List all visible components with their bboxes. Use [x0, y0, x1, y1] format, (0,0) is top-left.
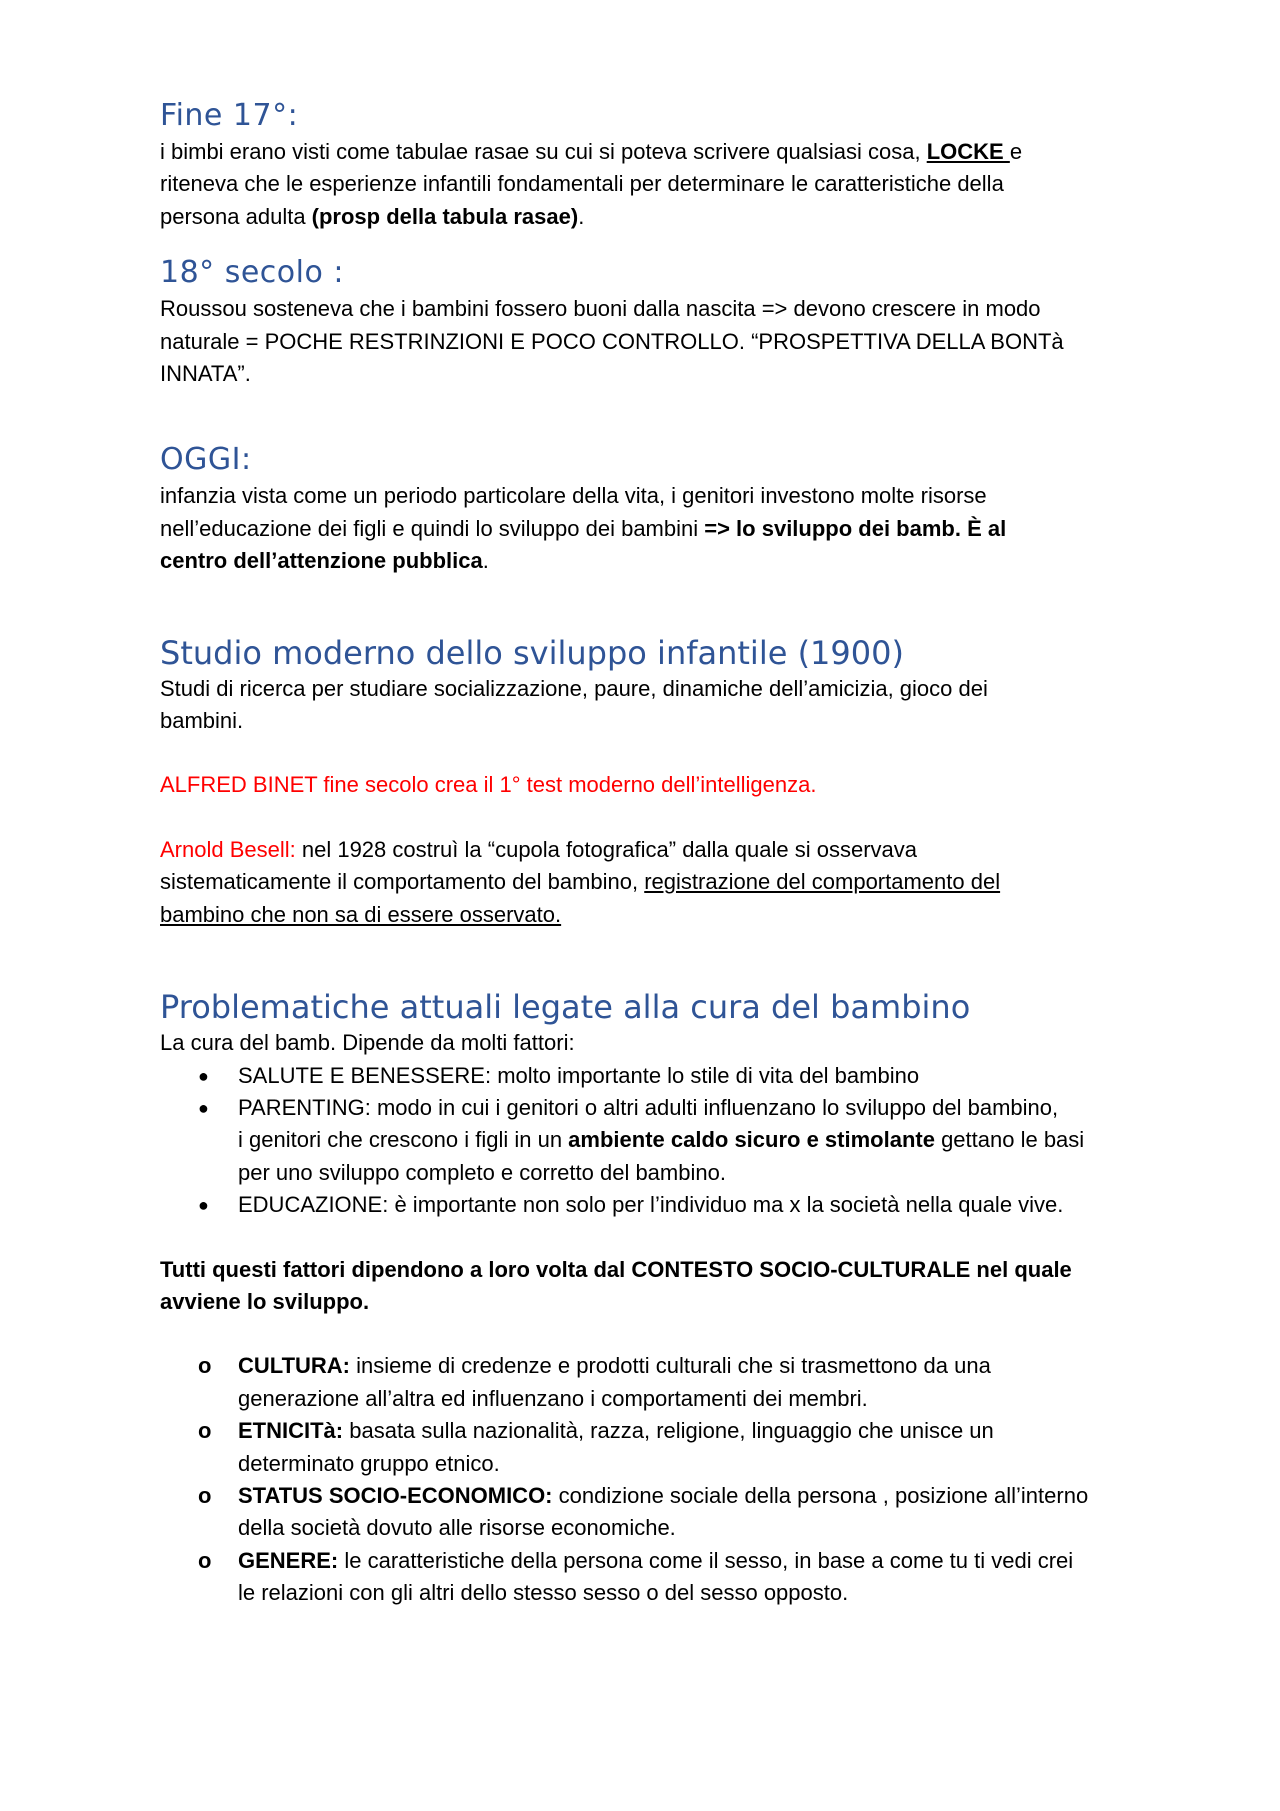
bullet-icon: ●: [198, 1097, 209, 1118]
text: PARENTING: modo in cui i genitori o altri adulti influenzano lo sviluppo del bambino,: [238, 1094, 1059, 1120]
list-item: [160, 1480, 1140, 1545]
text: le relazioni con gli altri dello stesso sesso o del sesso opposto.: [238, 1580, 849, 1606]
text: nel 1928 costruì la “cupola fotografica” dalla quale si osservava: [295, 836, 917, 862]
text: Roussou sosteneva che i bambini fossero buoni dalla nascita => devono crescere in modo: [160, 296, 1041, 322]
text: e: [1009, 139, 1023, 164]
text: naturale = POCHE RESTRINZIONI E POCO CONTROLLO. “PROSPETTIVA DELLA BONTà: [160, 328, 1064, 354]
text: EDUCAZIONE: è importante non solo per l’individuo ma x la società nella quale vive.: [238, 1192, 1064, 1218]
context-list: [160, 1350, 1140, 1609]
paragraph-binet: ALFRED BINET fine secolo crea il 1° test moderno dell’intelligenza.: [160, 772, 817, 798]
list-item: [160, 1350, 1140, 1415]
bold-term: ambiente caldo sicuro e stimolante: [568, 1127, 935, 1153]
heading-studio-moderno: Studio moderno dello sviluppo infantile (1900): [160, 633, 904, 672]
paragraph-rousseau: [160, 293, 1140, 390]
text: determinato gruppo etnico.: [238, 1450, 500, 1476]
list-item: [160, 1545, 1140, 1610]
circle-bullet-icon: o: [198, 1482, 212, 1508]
bold-term: (prosp della tabula rasae): [311, 203, 579, 229]
text: le caratteristiche della persona come il sesso, in base a come tu ti vedi crei: [338, 1547, 1074, 1573]
bold-text: avviene lo sviluppo.: [160, 1288, 370, 1314]
underlined-text: bambino che non sa di essere osservato.: [160, 901, 562, 927]
text: generazione all’altra ed influenzano i comportamenti dei membri.: [238, 1385, 868, 1411]
heading-fine-17: Fine 17°:: [160, 98, 299, 133]
text: della società dovuto alle risorse economiche.: [238, 1515, 676, 1541]
paragraph-oggi: [160, 480, 1140, 577]
locke-term: LOCKE: [926, 139, 1010, 164]
text: sistematicamente il comportamento del bambino,: [160, 869, 645, 895]
paragraph-conclusion: [160, 1254, 1140, 1319]
bullet-icon: ●: [198, 1065, 209, 1086]
paragraph-besell: [160, 834, 1140, 931]
paragraph-studi: [160, 673, 1140, 738]
list-item: [160, 1189, 1140, 1221]
bold-term: centro dell’attenzione pubblica: [160, 548, 483, 574]
list-item: [160, 1415, 1140, 1480]
text: riteneva che le esperienze infantili fondamentali per determinare le caratteristiche della: [160, 171, 1004, 197]
text: .: [482, 548, 489, 574]
text: persona adulta: [160, 203, 312, 229]
bullet-icon: ●: [198, 1195, 209, 1216]
circle-bullet-icon: o: [198, 1547, 212, 1573]
text: infanzia vista come un periodo particolare della vita, i genitori investono molte risorse: [160, 483, 987, 509]
bold-text: Tutti questi fattori dipendono a loro volta dal CONTESTO SOCIO-CULTURALE nel quale: [160, 1256, 1072, 1282]
list-item: [160, 1060, 1140, 1092]
underlined-text: registrazione del comportamento del: [644, 869, 1001, 895]
text: gettano le basi: [934, 1127, 1085, 1153]
document-page: [160, 96, 1140, 1610]
text: per uno sviluppo completo e corretto del bambino.: [238, 1159, 726, 1185]
term: CULTURA:: [238, 1353, 351, 1379]
paragraph-locke: [160, 136, 1140, 233]
heading-problematiche: Problematiche attuali legate alla cura del bambino: [160, 988, 971, 1027]
text: INNATA”.: [160, 361, 251, 387]
term: GENERE:: [238, 1547, 339, 1573]
text: bambini.: [160, 708, 244, 734]
besell-name: Arnold Besell:: [160, 836, 296, 862]
list-item: [160, 1092, 1140, 1189]
text: i genitori che crescono i figli in un: [238, 1127, 569, 1153]
term: ETNICITà:: [238, 1418, 344, 1444]
circle-bullet-icon: o: [198, 1418, 212, 1444]
heading-oggi: OGGI:: [160, 442, 252, 478]
text: Studi di ricerca per studiare socializzazione, paure, dinamiche dell’amicizia, gioco dei: [160, 675, 988, 701]
text: SALUTE E BENESSERE: molto importante lo stile di vita del bambino: [238, 1062, 920, 1088]
text: i bimbi erano visti come tabulae rasae su cui si poteva scrivere qualsiasi cosa,: [160, 139, 927, 164]
bold-term: => lo sviluppo dei bamb. È al: [704, 515, 1007, 541]
paragraph-intro: La cura del bamb. Dipende da molti fattori:: [160, 1030, 575, 1056]
term: STATUS SOCIO-ECONOMICO:: [238, 1482, 553, 1508]
circle-bullet-icon: o: [198, 1353, 212, 1379]
text: basata sulla nazionalità, razza, religione, linguaggio che unisce un: [343, 1418, 994, 1444]
text: insieme di credenze e prodotti culturali che si trasmettono da una: [350, 1353, 991, 1379]
heading-18-secolo: 18° secolo :: [160, 255, 344, 291]
text: nell’educazione dei figli e quindi lo sviluppo dei bambini: [160, 515, 705, 541]
text: .: [578, 203, 585, 229]
text: condizione sociale della persona , posizione all’interno: [552, 1482, 1089, 1508]
factors-list: [160, 1060, 1140, 1222]
